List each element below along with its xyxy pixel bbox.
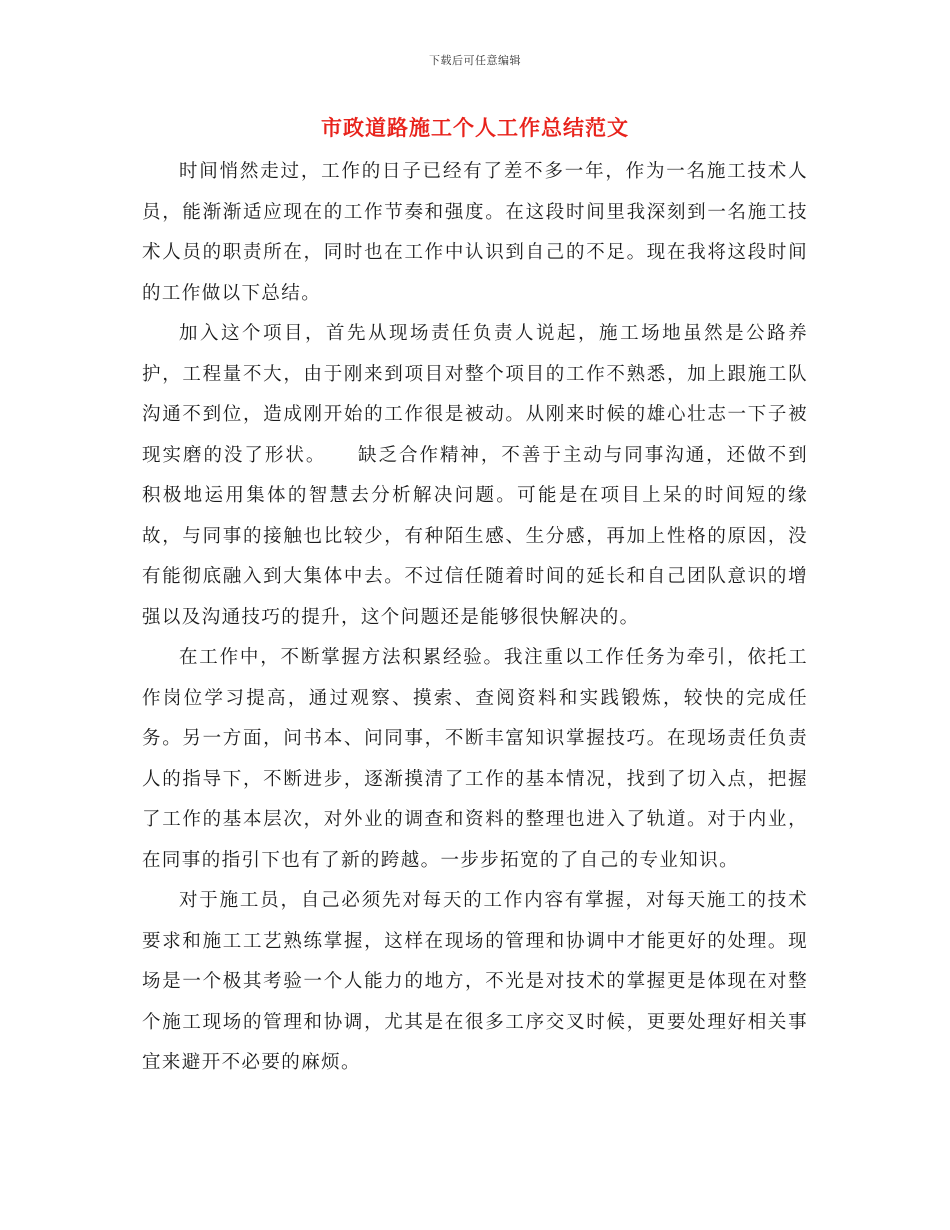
document-body xyxy=(142,152,808,1084)
paragraph: 加入这个项目，首先从现场责任负责人说起，施工场地虽然是公路养护，工程量不大，由于刚来到项目对整个项目的工作不熟悉，加上跟施工队沟通不到位，造成刚开始的工作很是被动。从刚来时候的雄心壮志一下子被现实磨的没了形状。 缺乏合作精神，不善于主动与同事沟通，还做不到积极地运用集体的智慧去分析解决问题。可能是在项目上呆的时间短的缘故，与同事的接触也比较少，有种陌生感、生分感，再加上性格的原因，没有能彻底融入到大集体中去。不过信任随着时间的延长和自己团队意识的增强以及沟通技巧的提升，这个问题还是能够很快解决的。 xyxy=(142,323,808,628)
paragraph: 在工作中，不断掌握方法积累经验。我注重以工作任务为牵引，依托工作岗位学习提高，通过观察、摸索、查阅资料和实践锻炼，较快的完成任务。另一方面，问书本、问同事，不断丰富知识掌握技巧。在现场责任负责人的指导下，不断进步，逐渐摸清了工作的基本情况，找到了切入点，把握了工作的基本层次，对外业的调查和资料的整理也进入了轨道。对于内业，在同事的指引下也有了新的跨越。一步步拓宽的了自己的专业知识。 xyxy=(142,647,808,871)
paragraph: 时间悄然走过，工作的日子已经有了差不多一年，作为一名施工技术人员，能渐渐适应现在的工作节奏和强度。在这段时间里我深刻到一名施工技术人员的职责所在，同时也在工作中认识到自己的不足。现在我将这段时间的工作做以下总结。 xyxy=(142,161,808,304)
header-note: 下载后可任意编辑 xyxy=(429,54,521,67)
document-title: 市政道路施工个人工作总结范文 xyxy=(321,115,629,140)
paragraph: 对于施工员，自己必须先对每天的工作内容有掌握，对每天施工的技术要求和施工工艺熟练掌握，这样在现场的管理和协调中才能更好的处理。现场是一个极其考验一个人能力的地方，不光是对技术的掌握更是体现在对整个施工现场的管理和协调，尤其是在很多工序交叉时候，更要处理好相关事宜来避开不必要的麻烦。 xyxy=(142,890,808,1073)
